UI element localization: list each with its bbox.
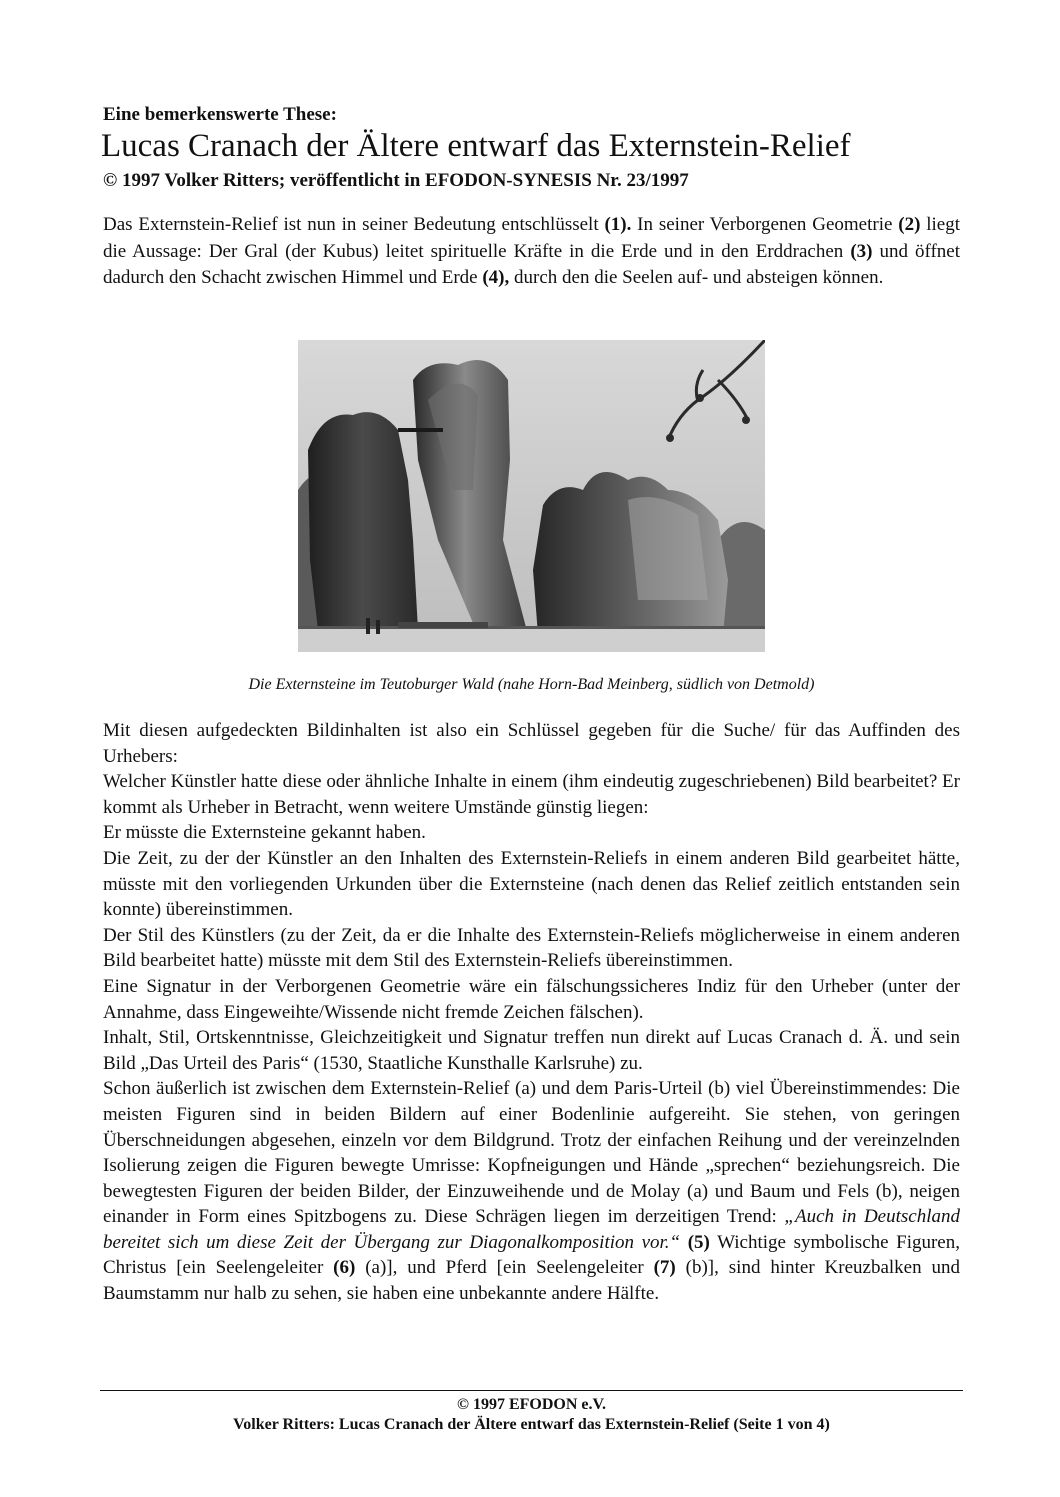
footnote-ref-2: (2) bbox=[898, 214, 921, 235]
body-paragraph-7: Inhalt, Stil, Ortskenntnisse, Gleichzeitigkeit und Signatur treffen nun direkt auf Lucas Cranach d. Ä. und sein Bild „Das Urteil des Paris“ (1530, Staatliche Kunsthalle Karlsruhe) zu. bbox=[103, 1027, 960, 1074]
body-paragraph-8 bbox=[103, 1076, 960, 1306]
quotation: „Auch in Deutschland bereitet sich um diese Zeit der Übergang zur Diagonalkomposition vor.“ bbox=[103, 1206, 960, 1253]
article-body bbox=[103, 718, 960, 1307]
article-kicker: Eine bemerkenswerte These: bbox=[103, 104, 337, 125]
intro-paragraph bbox=[103, 212, 960, 292]
article-title: Lucas Cranach der Ältere entwarf das Externstein-Relief bbox=[101, 128, 851, 164]
footnote-ref-5: (5) bbox=[687, 1231, 710, 1253]
footer-running-title: Volker Ritters: Lucas Cranach der Ältere entwarf das Externstein-Relief (Seite 1 von 4) bbox=[233, 1416, 830, 1433]
body-text-8d: (b)], sind hinter Kreuzbalken und Baumstamm nur halb zu sehen, sie haben eine unbekannte andere Hälfte. bbox=[103, 1257, 960, 1305]
footnote-ref-7: (7) bbox=[653, 1257, 676, 1279]
body-paragraph-1: Mit diesen aufgedeckten Bildinhalten ist also ein Schlüssel gegeben für die Suche/ für das Auffinden des Urhebers: bbox=[103, 720, 960, 767]
footnote-ref-3: (3) bbox=[850, 240, 873, 262]
footnote-ref-4: (4), bbox=[482, 267, 510, 288]
body-text-8b: Wichtige symbolische Figuren, Christus [ein Seelengeleiter bbox=[103, 1231, 960, 1279]
intro-text-2: In seiner Verborgenen Geometrie bbox=[631, 214, 899, 235]
body-text-8a: Schon äußerlich ist zwischen dem Externstein-Relief (a) und dem Paris-Urteil (b) viel Übereinstimmendes: Die meisten Figuren sind in beiden Bildern auf einer Bodenlinie aufgereiht. Sie stehen, von geringen Überschneidungen abgesehen, einzeln vor dem Bildgrund. Trotz der einfachen Reihung und der vereinzelnden Isolierung zeigen die Figuren bewegte Umrisse: Kopfneigungen und Hände „sprechen“ beziehungsreich. Die bewegtesten Figuren der beiden Bilder, der Einzuweihende und de Molay (a) und Baum und Fels (b), neigen einander in Form eines Spitzbogens zu. Diese Schrägen liegen im derzeitigen Trend: bbox=[103, 1078, 960, 1228]
body-paragraph-5: Der Stil des Künstlers (zu der Zeit, da er die Inhalte des Externstein-Reliefs möglicherweise in einem anderen Bild bearbeitet hatte) müsste mit dem Stil des Externstein-Reliefs übereinstimmen. bbox=[103, 924, 960, 972]
body-paragraph-6: Eine Signatur in der Verborgenen Geometrie wäre ein fälschungssicheres Indiz für den Urheber (unter der Annahme, dass Eingeweihte/Wissende nicht fremde Zeichen fälschen). bbox=[103, 975, 960, 1023]
body-paragraph-3: Er müsste die Externsteine gekannt haben. bbox=[103, 822, 426, 844]
body-text-8c: (a)], und Pferd [ein Seelengeleiter bbox=[355, 1257, 654, 1279]
article-byline: © 1997 Volker Ritters; veröffentlicht in EFODON-SYNESIS Nr. 23/1997 bbox=[103, 170, 689, 191]
footer-copyright: © 1997 EFODON e.V. bbox=[457, 1396, 606, 1413]
intro-text-3: liegt die Aussage: Der Gral (der Kubus) leitet spirituelle Kräfte in die Erde und in den Erddrachen bbox=[103, 214, 961, 262]
intro-text-1: Das Externstein-Relief ist nun in seiner Bedeutung entschlüsselt bbox=[103, 214, 605, 235]
intro-text-4: und öffnet dadurch den Schacht zwischen Himmel und Erde bbox=[103, 240, 961, 288]
footnote-ref-6: (6) bbox=[333, 1257, 356, 1279]
body-paragraph-2: Welcher Künstler hatte diese oder ähnliche Inhalte in einem (ihm eindeutig zugeschriebenen) Bild bearbeitet? Er kommt als Urheber in Betracht, wenn weitere Umstände günstig liegen: bbox=[103, 771, 960, 818]
figure-caption: Die Externsteine im Teutoburger Wald (nahe Horn-Bad Meinberg, südlich von Detmold) bbox=[248, 676, 815, 693]
externsteine-photo bbox=[298, 340, 765, 652]
intro-text-5: durch den die Seelen auf- und absteigen können. bbox=[509, 267, 884, 288]
body-paragraph-4: Die Zeit, zu der der Künstler an den Inhalten des Externstein-Reliefs in einem anderen Bild gearbeitet hätte, müsste mit den vorliegenden Urkunden über die Externsteine (nach denen das Relief zeitlich entstanden sein konnte) übereinstimmen. bbox=[103, 847, 960, 921]
footer-divider bbox=[100, 1390, 963, 1391]
footnote-ref-1: (1). bbox=[604, 214, 632, 235]
